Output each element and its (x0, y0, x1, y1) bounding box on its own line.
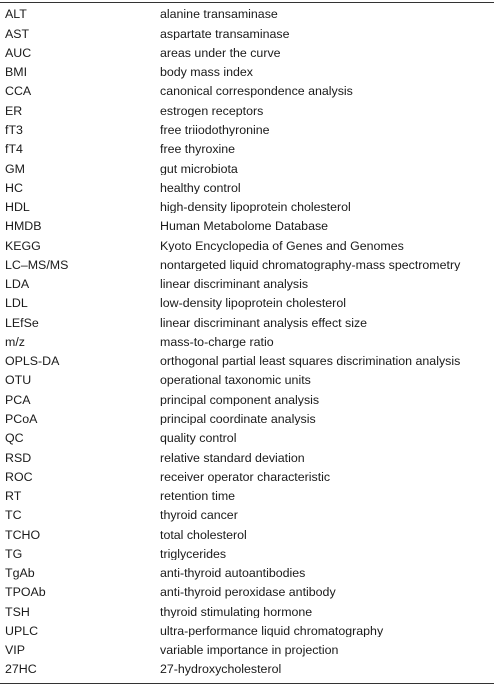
abbreviation-cell: VIP (5, 643, 25, 658)
abbreviation-cell: LDA (5, 277, 30, 292)
table-row (0, 602, 494, 621)
abbreviation-cell: OTU (5, 373, 32, 388)
table-row (0, 525, 494, 544)
abbreviation-cell: ALT (5, 7, 27, 22)
table-row (0, 487, 494, 506)
abbreviation-cell: fT3 (5, 123, 23, 138)
definition-cell: high-density lipoprotein cholesterol (160, 201, 351, 214)
definition-cell: body mass index (160, 66, 253, 79)
table-row (0, 294, 494, 313)
definition-cell: free thyroxine (160, 143, 236, 156)
definition-cell: alanine transaminase (160, 8, 278, 21)
definition-cell: areas under the curve (160, 46, 281, 60)
abbreviation-cell: AST (5, 26, 30, 41)
table-row (0, 159, 494, 178)
table-row (0, 5, 494, 24)
table-row (0, 313, 494, 332)
abbreviation-cell: ROC (5, 469, 33, 484)
abbreviation-cell: RT (5, 489, 22, 504)
abbreviation-cell: HMDB (5, 219, 42, 234)
abbreviation-cell: OPLS-DA (5, 354, 60, 369)
definition-cell: canonical correspondence analysis (160, 85, 353, 98)
abbreviation-cell: BMI (5, 65, 28, 80)
definition-cell: aspartate transaminase (160, 27, 290, 41)
table-row (0, 178, 494, 197)
definition-cell: operational taxonomic units (160, 374, 311, 387)
abbreviation-cell: GM (5, 161, 25, 176)
table-row (0, 44, 494, 63)
abbreviation-cell: TPOAb (5, 585, 46, 600)
table-row (0, 101, 494, 120)
definition-cell: healthy control (160, 181, 241, 195)
table-row (0, 660, 494, 679)
definition-cell: quality control (160, 432, 237, 445)
definition-cell: principal component analysis (160, 393, 320, 407)
abbreviation-cell: ER (5, 103, 23, 118)
definition-cell: linear discriminant analysis (160, 278, 309, 291)
table-row (0, 121, 494, 140)
abbreviation-cell: TSH (5, 604, 30, 619)
table-row (0, 641, 494, 660)
table-row (0, 622, 494, 641)
abbreviation-cell: AUC (5, 45, 32, 60)
abbreviation-cell: QC (5, 431, 24, 446)
abbreviation-cell: m/z (5, 334, 25, 349)
table-row (0, 410, 494, 429)
definition-cell: principal coordinate analysis (160, 413, 316, 426)
definition-cell: Human Metabolome Database (160, 220, 329, 233)
abbreviation-cell: UPLC (5, 623, 39, 638)
definition-cell: retention time (160, 490, 236, 503)
table-row (0, 544, 494, 563)
abbreviation-cell: LDL (5, 296, 28, 311)
table-row (0, 448, 494, 467)
table-row (0, 564, 494, 583)
abbreviation-cell: 27HC (5, 662, 37, 677)
table-row (0, 140, 494, 159)
abbreviation-cell: TC (5, 508, 22, 523)
abbreviation-cell: KEGG (5, 238, 41, 253)
table-row (0, 506, 494, 525)
abbreviation-cell: fT4 (5, 142, 23, 157)
table-row (0, 236, 494, 255)
table-row (0, 82, 494, 101)
abbreviation-cell: PCoA (5, 412, 38, 426)
definition-cell: total cholesterol (160, 528, 247, 541)
table-row (0, 371, 494, 390)
table-row (0, 429, 494, 448)
definition-cell: 27-hydroxycholesterol (160, 663, 282, 676)
definition-cell: variable importance in projection (160, 644, 339, 657)
abbreviation-cell: TgAb (5, 566, 35, 581)
table-row (0, 352, 494, 371)
definition-cell: estrogen receptors (160, 104, 264, 118)
table-row (0, 390, 494, 409)
table-row (0, 275, 494, 294)
definition-cell: thyroid stimulating hormone (160, 605, 313, 619)
definition-cell: receiver operator characteristic (160, 470, 331, 484)
definition-cell: relative standard deviation (160, 451, 305, 464)
definition-cell: Kyoto Encyclopedia of Genes and Genomes (160, 239, 404, 253)
definition-cell: mass-to-charge ratio (160, 335, 274, 349)
abbreviation-cell: TCHO (5, 527, 41, 542)
table-row (0, 255, 494, 274)
abbreviation-cell: RSD (5, 450, 32, 465)
table-row (0, 63, 494, 82)
table-row (0, 333, 494, 352)
definition-cell: nontargeted liquid chromatography-mass spectrometry (160, 258, 461, 272)
abbreviation-cell: HDL (5, 200, 30, 215)
abbreviation-cell: LC–MS/MS (5, 257, 69, 272)
definition-cell: triglycerides (160, 547, 227, 561)
definition-cell: orthogonal partial least squares discrimination analysis (160, 355, 461, 368)
definition-cell: anti-thyroid peroxidase antibody (160, 586, 336, 599)
table-row (0, 24, 494, 43)
definition-cell: linear discriminant analysis effect size (160, 316, 368, 330)
definition-cell: thyroid cancer (160, 509, 238, 522)
definition-cell: free triiodothyronine (160, 124, 270, 137)
table-row (0, 467, 494, 486)
table-row (0, 583, 494, 602)
abbreviations-table (0, 2, 494, 684)
definition-cell: low-density lipoprotein cholesterol (160, 297, 346, 310)
abbreviation-cell: LEfSe (5, 315, 39, 330)
table-row (0, 198, 494, 217)
abbreviation-cell: TG (5, 546, 23, 561)
definition-cell: ultra-performance liquid chromatography (160, 624, 384, 638)
definition-cell: anti-thyroid autoantibodies (160, 567, 306, 580)
abbreviation-cell: CCA (5, 84, 32, 99)
definition-cell: gut microbiota (160, 162, 238, 175)
abbreviation-cell: PCA (5, 392, 31, 407)
abbreviation-cell: HC (5, 180, 23, 195)
table-row (0, 217, 494, 236)
